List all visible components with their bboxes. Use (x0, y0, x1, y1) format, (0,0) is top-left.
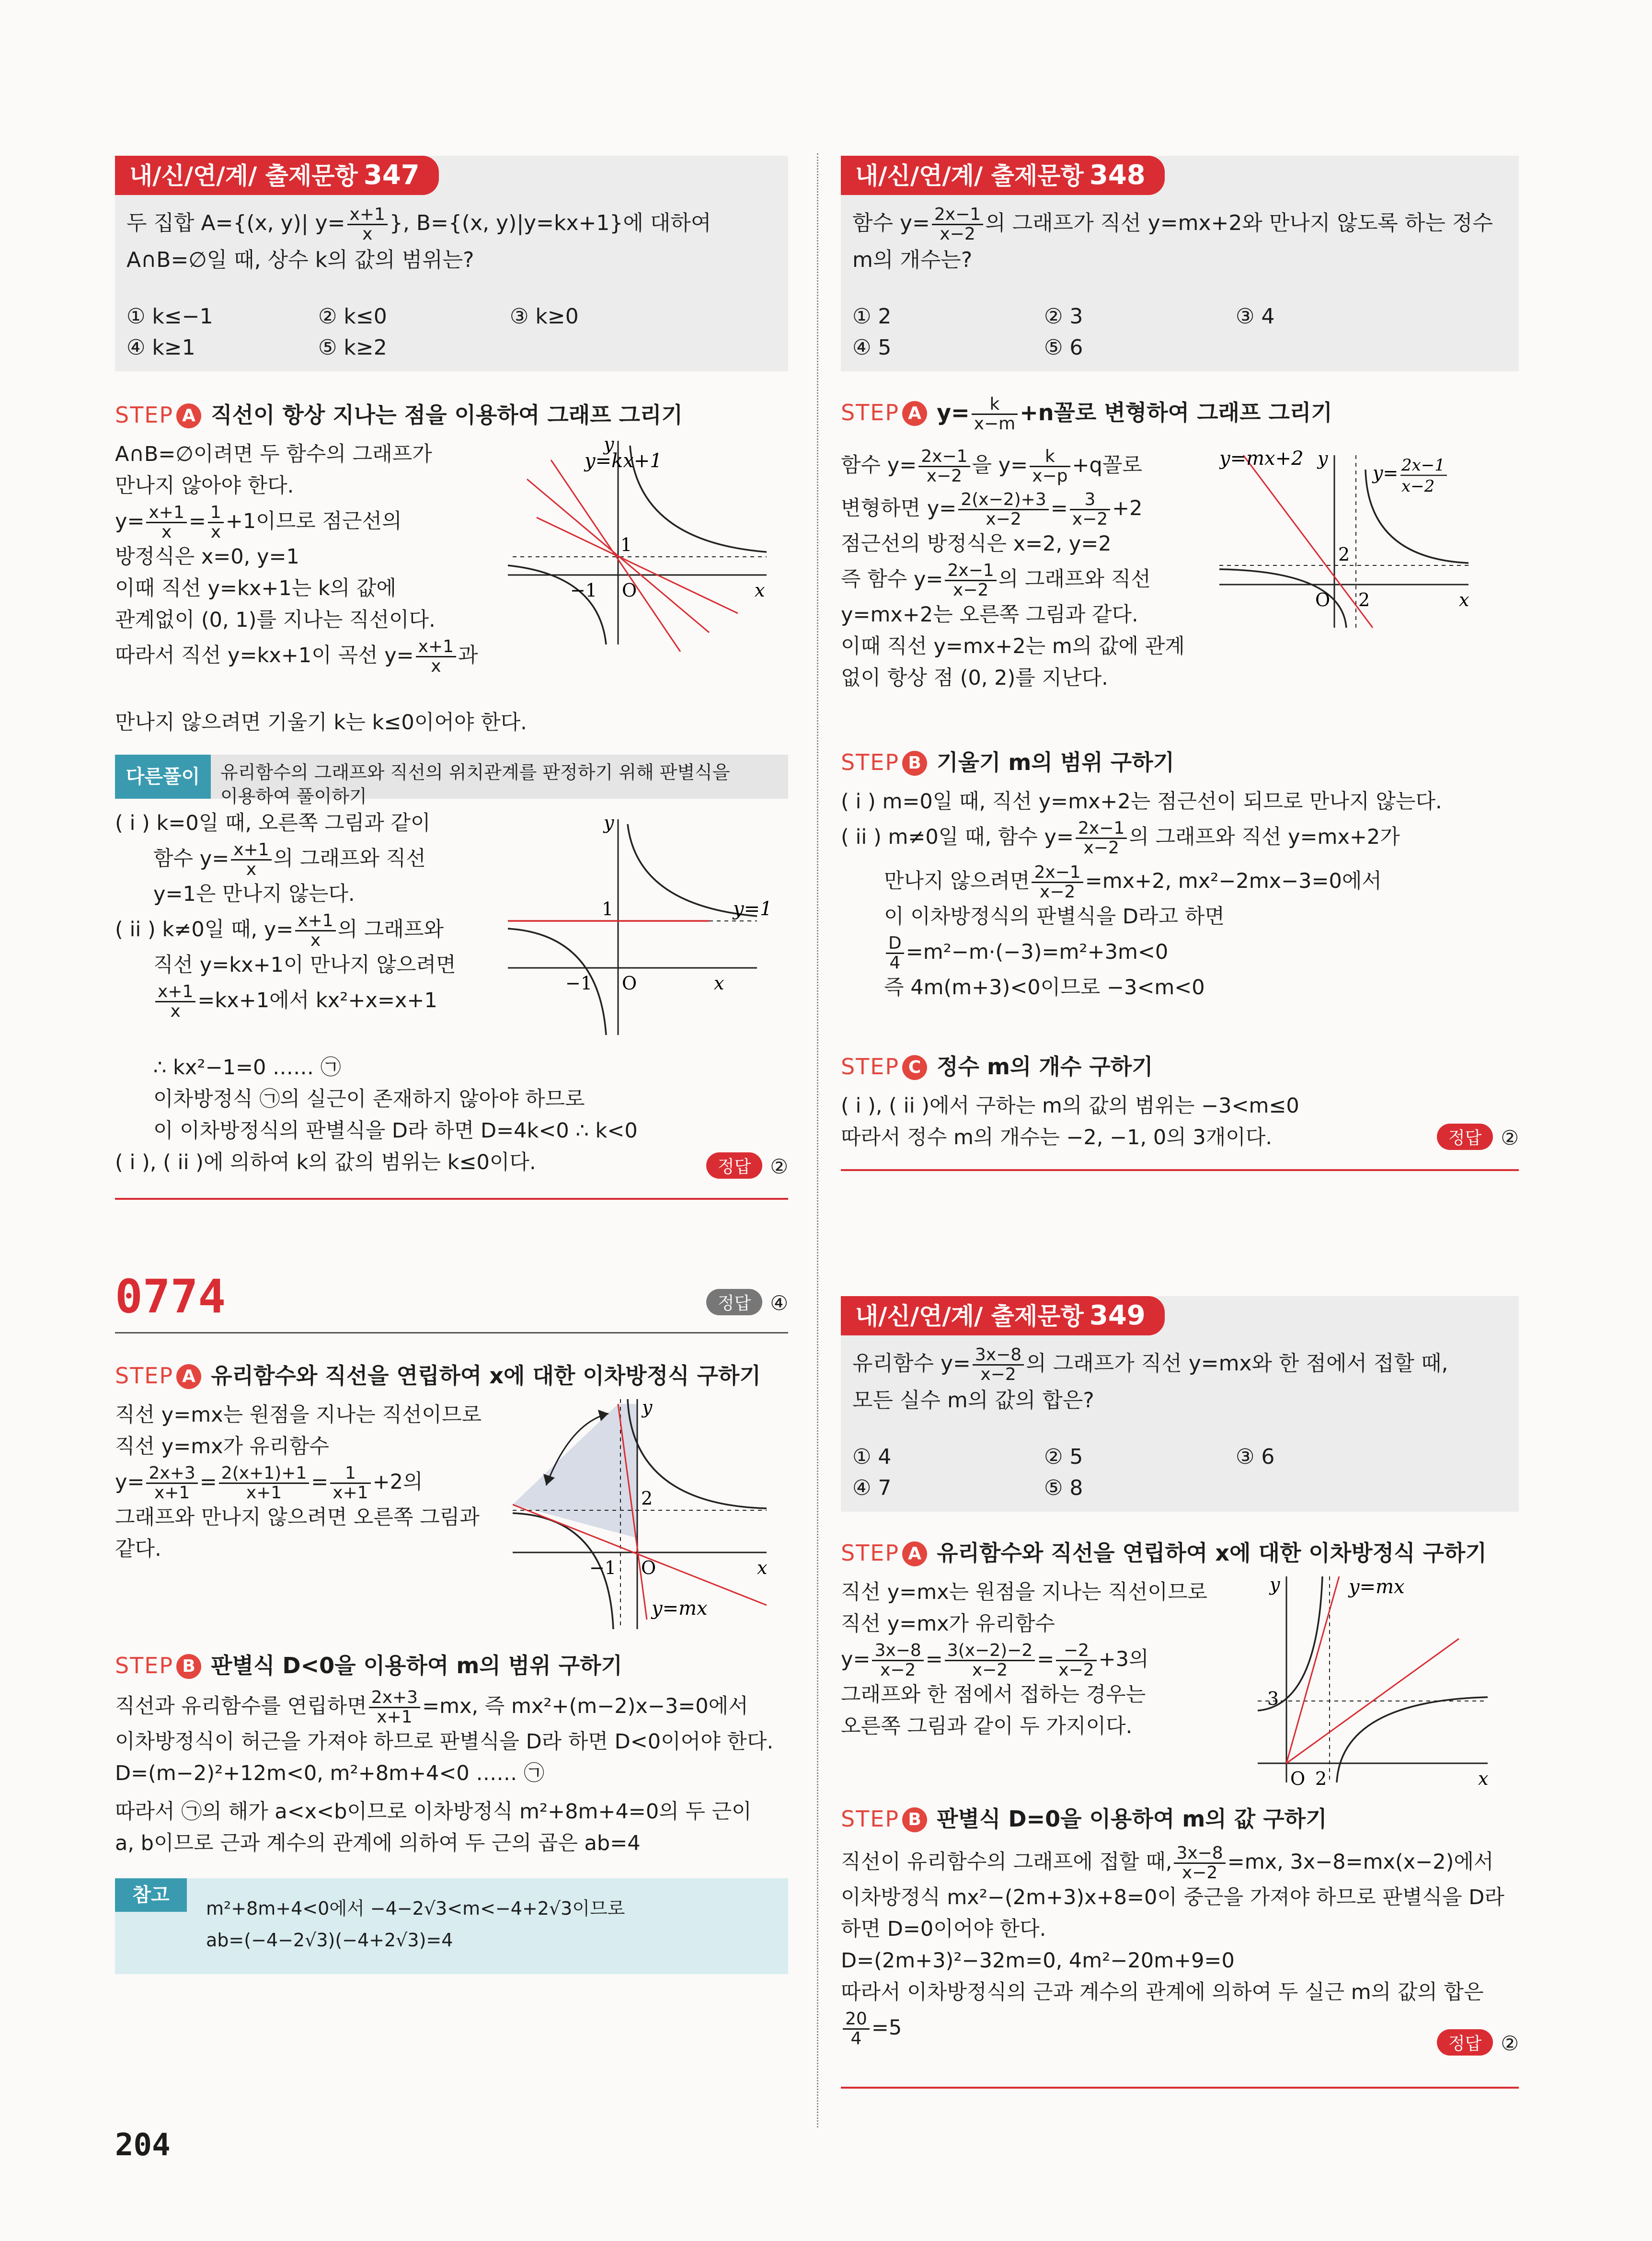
n: 2(x−2)+3 (958, 491, 1048, 510)
line: 점근선의 방정식은 x=2, y=2 (841, 532, 1112, 556)
option-4[interactable]: ④ 7 (852, 1476, 892, 1500)
tick-x-two: 2 (1358, 589, 1370, 610)
tick-two: 2 (1315, 1768, 1327, 1787)
line: ( i ) m=0일 때, 직선 y=mx+2는 점근선이 되므로 만나지 않는다. (841, 790, 1442, 814)
t: =mx+2, mx²−2mx−3=0에서 (1085, 869, 1382, 893)
line-mx2 (1243, 455, 1373, 628)
fraction (958, 491, 1048, 529)
origin-label: O (1315, 589, 1331, 610)
problem-349-question (852, 1344, 1509, 1415)
line: 이때 직선 y=kx+1는 k의 값에 (115, 576, 397, 600)
n: 1 (330, 1464, 370, 1484)
tag-text: 내/신/연/계/ 출제문항 (855, 162, 1084, 190)
q-text: m의 개수는? (852, 248, 973, 272)
t: = (188, 509, 206, 533)
q-text: A∩B=∅일 때, 상수 k의 값의 범위는? (126, 248, 474, 272)
step-b-348: STEP B 기울기 m의 범위 구하기 (841, 749, 1175, 775)
n: 2x+3 (146, 1464, 197, 1484)
fraction (146, 1464, 197, 1502)
fraction (219, 1464, 309, 1502)
line: 이때 직선 y=mx+2는 m의 값에 관계 (841, 634, 1185, 658)
y-label: y (604, 434, 614, 455)
d: x (310, 931, 321, 950)
curve-label-num: 2x−1 (1401, 456, 1445, 475)
line: 직선 y=mx는 원점을 지나는 직선이므로 (115, 1403, 482, 1427)
problem-348-question (852, 204, 1509, 275)
line: m²+8m+4<0에서 −4−2√3<m<−4+2√3이므로 (206, 1898, 625, 1919)
graph-348 (1219, 441, 1516, 632)
fraction (347, 206, 388, 243)
t: y= (937, 400, 970, 425)
step-title: 유리함수와 직선을 연립하여 x에 대한 이차방정식 구하기 (211, 1363, 761, 1389)
step-title: 판별식 D<0을 이용하여 m의 범위 구하기 (211, 1653, 622, 1678)
n: 3(x−2)−2 (945, 1642, 1035, 1661)
line: 오른쪽 그림과 같이 두 가지이다. (841, 1714, 1133, 1738)
y-label: y (642, 1397, 653, 1418)
line: 이차방정식 mx²−(2m+3)x+8=0이 중근을 가져야 하므로 판별식을 D라 (841, 1885, 1504, 1909)
t: =m²−m·(−3)=m²+3m<0 (906, 940, 1169, 964)
fraction (886, 934, 904, 972)
t: 의 그래프와 직선 (998, 567, 1151, 591)
x-label: x (714, 973, 724, 994)
d: x−2 (1072, 509, 1108, 529)
fraction (1056, 1642, 1096, 1679)
n: 20 (843, 2010, 870, 2030)
fraction (208, 504, 224, 541)
line-label: y=mx (1349, 1576, 1405, 1598)
y-label: y (604, 812, 614, 833)
t: 의 그래프와 직선 y=mx+2가 (1129, 825, 1400, 849)
t: y= (115, 509, 145, 533)
n: 2x−1 (932, 206, 983, 225)
d: 4 (889, 953, 901, 973)
answer-0774 (706, 1289, 788, 1315)
alt-solution-note (115, 755, 788, 807)
d: x (246, 860, 257, 879)
t: +1이므로 점근선의 (225, 509, 402, 533)
answer-348 (1437, 1124, 1519, 1150)
step-c-348-body (841, 1090, 1519, 1153)
origin-label: O (622, 580, 637, 601)
answer-badge: 정답 (706, 1289, 763, 1315)
answer-349 (1437, 2029, 1519, 2056)
step-c-348: STEP C 정수 m의 개수 구하기 (841, 1054, 1153, 1080)
option-5[interactable]: ⑤ 8 (1044, 1476, 1083, 1500)
tick-minus-one: −1 (589, 1557, 617, 1578)
fraction (973, 1346, 1024, 1384)
answer-value: ④ (770, 1291, 788, 1315)
d: x−2 (1182, 1863, 1218, 1883)
t: 즉 함수 y= (841, 567, 943, 591)
t: 따라서 직선 y=kx+1이 곡선 y= (115, 644, 414, 667)
fraction (945, 1642, 1035, 1679)
d: x−2 (940, 224, 975, 244)
step-a-348-body: 함수 y= $\frac{2x-1}{x-2}$ 을 y= $\frac{k}{x-p}$ +q꼴로 변형하면 y= $\frac{2(x-2)+3}{x-2}$ = $\frac{3}{x-2}$ +2 점근선의 방정식은 x=2, y=2 즉 함수 y= $\frac{2x-1}{x-2}$ 의 그래프와 직선 y=mx+2는 오른쪽 그림과 같다. 이때 직선 y=mx+2는 m의 값에 관계 없이 항상 점 (0, 2)를 지난다. (841, 446, 1224, 694)
q-text: }, B={(x, y)|y=kx+1}에 대하여 (389, 211, 711, 235)
tick-minus-one: −1 (570, 580, 597, 601)
fraction (972, 395, 1018, 433)
answer-value: ② (770, 1155, 788, 1178)
problem-347-tag (115, 156, 439, 195)
line: 직선 y=mx가 유리함수 (115, 1435, 329, 1459)
answer-badge: 정답 (706, 1152, 763, 1179)
fraction (945, 562, 996, 599)
n: D (886, 934, 904, 954)
fraction (1174, 1844, 1225, 1882)
reference-text (206, 1893, 625, 1956)
header-rule (115, 1332, 788, 1333)
alt-solution-body (115, 807, 546, 1020)
q-text: 두 집합 A={(x, y)| y= (126, 211, 345, 235)
tick-minus-one: −1 (565, 973, 593, 994)
d: x−m (974, 414, 1016, 434)
problem-349-box (841, 1296, 1519, 1512)
line: 만나지 않아야 한다. (115, 474, 294, 498)
line: 그래프와 만나지 않으려면 오른쪽 그림과 (115, 1505, 480, 1529)
tick-two: 2 (641, 1488, 653, 1509)
line: ( i ), ( ii )에서 구하는 m의 값의 범위는 −3<m≤0 (841, 1094, 1299, 1118)
step-a-347-conclusion (115, 707, 527, 738)
line: 같다. (115, 1537, 161, 1561)
d: x+1 (377, 1707, 413, 1727)
frac-den: x (362, 224, 373, 244)
fraction (1070, 491, 1110, 529)
line: 직선 y=mx는 원점을 지나는 직선이므로 (841, 1580, 1208, 1604)
line: 직선 y=mx가 유리함수 (841, 1612, 1055, 1636)
t: +2 (1112, 496, 1143, 520)
problem-348-box (841, 156, 1519, 371)
t: 과 (458, 644, 478, 667)
answer-347 (706, 1152, 788, 1179)
n: x+1 (155, 983, 195, 1002)
shaded-region (513, 1404, 637, 1538)
t: =kx+1에서 kx²+x=x+1 (197, 988, 437, 1012)
option-2[interactable]: ② k≤0 (318, 304, 387, 329)
step-b-348-body (841, 786, 1519, 1003)
line: 따라서 ㉠의 해가 a<x<b이므로 이차방정식 m²+8m+4=0의 두 근이 (115, 1800, 752, 1824)
step-b-349-body (841, 1842, 1519, 2047)
t: 함수 y= (153, 847, 229, 871)
n: k (1030, 448, 1070, 467)
n: x+1 (416, 638, 456, 657)
origin-label: O (622, 973, 637, 994)
line: 유리함수의 그래프와 직선의 위치관계를 판정하기 위해 판별식을 (220, 762, 730, 783)
problem-number-0774: 0774 (115, 1270, 226, 1323)
section-rule (115, 1198, 788, 1200)
option-5[interactable]: ⑤ 6 (1044, 335, 1083, 360)
fraction (231, 841, 271, 879)
line: 없이 항상 점 (0, 2)를 지난다. (841, 666, 1108, 690)
t: =mx, 3x−8=mx(x−2)에서 (1227, 1850, 1494, 1874)
t: 변형하면 y= (841, 496, 957, 520)
alt-solution-text (220, 760, 730, 808)
n: k (972, 395, 1018, 415)
problem-349-tag (841, 1296, 1165, 1335)
option-2[interactable]: ② 3 (1044, 304, 1083, 329)
line-label: y=mx (652, 1597, 708, 1620)
n: 2x−1 (945, 562, 996, 581)
line: ( i ), ( ii )에 의하여 k의 값의 범위는 k≤0이다. (115, 1150, 536, 1174)
d: x (431, 656, 441, 676)
tick-one: 1 (620, 534, 632, 555)
line: A∩B=∅이려면 두 함수의 그래프가 (115, 442, 432, 466)
t: 의 그래프가 직선 y=mx와 한 점에서 접할 때, (1026, 1351, 1448, 1376)
d: x (210, 522, 221, 542)
step-b-0774-body (115, 1687, 788, 1859)
alt-solution-tag: 다른풀이 (115, 755, 211, 799)
d: x−2 (972, 1660, 1008, 1680)
t: =mx, 즉 mx²+(m−2)x−3=0에서 (422, 1694, 748, 1718)
n: 2x−1 (1032, 863, 1083, 883)
n: x+1 (231, 841, 271, 861)
d: x (161, 522, 172, 542)
n: 2x−1 (1076, 819, 1127, 839)
line: D=(m−2)²+12m<0, m²+8m+4<0 …… ㉠ (115, 1761, 545, 1785)
answer-badge: 정답 (1437, 1124, 1493, 1150)
line: y=1은 만나지 않는다. (153, 882, 355, 906)
line: 이용하여 풀이하기 (220, 786, 367, 807)
problem-number: 349 (1089, 1300, 1146, 1331)
d: x−2 (980, 1364, 1016, 1384)
graph-347-a (508, 431, 776, 652)
step-title: 직선이 항상 지나는 점을 이용하여 그래프 그리기 (211, 402, 683, 428)
line: 관계없이 (0, 1)를 지나는 직선이다. (115, 608, 436, 632)
option-5[interactable]: ⑤ k≥2 (318, 335, 387, 360)
n: 2(x+1)+1 (219, 1464, 309, 1484)
line-label: y=mx+2 (1219, 448, 1304, 470)
section-rule (841, 1169, 1519, 1171)
step-title: 정수 m의 개수 구하기 (937, 1054, 1153, 1080)
d: x−2 (986, 509, 1021, 529)
step-a-0774-body: 직선 y=mx는 원점을 지나는 직선이므로 직선 y=mx가 유리함수 y= $\frac{2x+3}{x+1}$ = $\frac{2(x+1)+1}{x+1}$ = $\frac{1}{x+1}$ +2의 그래프와 만나지 않으려면 오른쪽 그림과 같다. (115, 1399, 508, 1565)
fraction (1076, 819, 1127, 857)
graph-0774 (513, 1394, 781, 1634)
t: +2의 (372, 1470, 423, 1494)
step-b-0774: STEP B 판별식 D<0을 이용하여 m의 범위 구하기 (115, 1653, 622, 1678)
problem-number: 348 (1089, 160, 1146, 191)
option-1[interactable]: ① 2 (852, 304, 892, 329)
t: +3의 (1098, 1647, 1149, 1671)
line: 방정식은 x=0, y=1 (115, 545, 299, 569)
d: x−2 (1039, 882, 1076, 902)
x-label: x (1459, 589, 1469, 610)
n: 3x−8 (1174, 1844, 1225, 1864)
t: 의 그래프와 직선 (273, 847, 426, 871)
line: ab=(−4−2√3)(−4+2√3)=4 (206, 1930, 453, 1951)
d: x (170, 1001, 181, 1021)
line: 즉 4m(m+3)<0이므로 −3<m<0 (884, 976, 1205, 1000)
tick-three: 3 (1267, 1688, 1279, 1709)
line: 그래프와 한 점에서 접하는 경우는 (841, 1683, 1146, 1707)
t: 을 y= (972, 453, 1028, 477)
t: 직선과 유리함수를 연립하면 (115, 1694, 367, 1718)
n: x+1 (295, 912, 335, 931)
fraction (918, 448, 970, 485)
option-1[interactable]: ① 4 (852, 1445, 892, 1469)
answer-value: ② (1501, 2032, 1519, 2055)
tag-text: 내/신/연/계/ 출제문항 (855, 1302, 1084, 1330)
line: 따라서 정수 m의 개수는 −2, −1, 0의 3개이다. (841, 1126, 1273, 1149)
step-a-349: STEP A 유리함수와 직선을 연립하여 x에 대한 이차방정식 구하기 (841, 1540, 1487, 1566)
n: 3 (1070, 491, 1110, 510)
line: 하면 D=0이어야 한다. (841, 1917, 1046, 1941)
line-k3 (537, 517, 738, 613)
option-1[interactable]: ① k≤−1 (126, 304, 213, 329)
t: ( ii ) k≠0일 때, y= (115, 918, 294, 942)
line-label: y=1 (733, 898, 772, 920)
line: 직선 y=kx+1이 만나지 않으려면 (153, 953, 456, 977)
t: 만나지 않으려면 (884, 869, 1030, 893)
problem-348-tag (841, 156, 1165, 195)
reference-note (115, 1878, 788, 1974)
tick-two: 2 (1338, 544, 1350, 565)
line: 따라서 이차방정식의 근과 계수의 관계에 의하여 두 실근 m의 값의 합은 (841, 1980, 1484, 2004)
d: x−p (1032, 466, 1068, 486)
fraction (932, 206, 983, 243)
frac-num: x+1 (347, 206, 388, 225)
option-3[interactable]: ③ 4 (1236, 304, 1275, 329)
graph-349 (1258, 1572, 1507, 1787)
fraction (843, 2010, 870, 2048)
problem-347-question (126, 204, 779, 275)
line-label: y=kx+1 (585, 450, 662, 472)
step-a-0774: STEP A 유리함수와 직선을 연립하여 x에 대한 이차방정식 구하기 (115, 1363, 761, 1389)
d: x+1 (333, 1483, 368, 1503)
fraction (369, 1689, 420, 1726)
d: x+1 (246, 1483, 282, 1503)
x-label: x (755, 580, 765, 601)
step-a-347-body (115, 438, 508, 675)
curve-label-pre: y= (1373, 462, 1399, 483)
line: 만나지 않으려면 기울기 k는 k≤0이어야 한다. (115, 711, 527, 735)
alt-solution-body-2 (115, 1052, 786, 1178)
reference-tag: 참고 (115, 1878, 187, 1912)
line: 이차방정식 ㉠의 실근이 존재하지 않아야 하므로 (153, 1087, 585, 1111)
step-title: 판별식 D=0을 이용하여 m의 값 구하기 (937, 1806, 1327, 1832)
step-a-348: STEP A y= $\frac{k}{x-m}$ +n꼴로 변형하여 그래프 그리기 (841, 394, 1332, 434)
n: x+1 (146, 504, 186, 523)
fraction (1030, 448, 1070, 485)
hyperbola-left (508, 565, 606, 644)
q-text: 모든 실수 m의 값의 합은? (852, 1388, 1094, 1413)
tangent-line-steep (1286, 1576, 1339, 1763)
column-divider (817, 153, 818, 2127)
n: −2 (1056, 1642, 1096, 1661)
option-3[interactable]: ③ 6 (1236, 1445, 1275, 1469)
x-label: x (757, 1557, 768, 1578)
answer-badge: 정답 (1437, 2029, 1493, 2056)
graph-347-b (508, 810, 786, 1040)
tick-one: 1 (602, 898, 614, 919)
t: =5 (871, 2016, 902, 2040)
tag-text: 내/신/연/계/ 출제문항 (129, 162, 358, 190)
option-4[interactable]: ④ 5 (852, 335, 892, 360)
line: y=mx+2는 오른쪽 그림과 같다. (841, 603, 1138, 627)
line: ( i ) k=0일 때, 오른쪽 그림과 같이 (115, 811, 431, 835)
fraction (146, 504, 186, 541)
origin-label: O (641, 1557, 656, 1578)
t: y= (115, 1470, 145, 1494)
problem-number: 347 (363, 160, 420, 191)
option-3[interactable]: ③ k≥0 (510, 304, 579, 329)
line: D=(2m+3)²−32m=0, 4m²−20m+9=0 (841, 1949, 1235, 1973)
d: x+1 (154, 1483, 190, 1503)
n: 2x+3 (369, 1689, 420, 1708)
line: a, b이므로 근과 계수의 관계에 의하여 두 근의 곱은 ab=4 (115, 1831, 641, 1855)
fraction (155, 983, 195, 1021)
x-label: x (1478, 1768, 1489, 1787)
d: x−2 (880, 1660, 916, 1680)
t: 함수 y= (841, 453, 917, 477)
fraction (330, 1464, 370, 1502)
y-label: y (1270, 1574, 1280, 1595)
fraction (1032, 863, 1083, 901)
step-a-349-body: 직선 y=mx는 원점을 지나는 직선이므로 직선 y=mx가 유리함수 y= $\frac{3x-8}{x-2}$ = $\frac{3(x-2)-2}{x-2}$ = $\frac{-2}{x-2}$ +3의 그래프와 한 점에서 접하는 경우는 오른쪽 그림과 같이 두 가지이다. (841, 1576, 1234, 1742)
curve-label (1372, 456, 1447, 496)
t: 의 그래프와 (337, 918, 444, 942)
line: 이 이차방정식의 판별식을 D라고 하면 (884, 905, 1225, 929)
t: ( ii ) m≠0일 때, 함수 y= (841, 825, 1074, 849)
fraction (295, 912, 335, 950)
line-mx-shallow (513, 1505, 767, 1605)
n: 3x−8 (872, 1642, 923, 1661)
step-b-349: STEP B 판별식 D=0을 이용하여 m의 값 구하기 (841, 1806, 1327, 1832)
t: 유리함수 y= (852, 1351, 971, 1376)
curve-label-den: x−2 (1401, 477, 1435, 496)
t: 직선이 유리함수의 그래프에 접할 때, (841, 1850, 1172, 1874)
origin-label: O (1290, 1768, 1306, 1787)
section-rule (841, 2087, 1519, 2089)
step-title: 유리함수와 직선을 연립하여 x에 대한 이차방정식 구하기 (937, 1540, 1487, 1566)
d: x−2 (1083, 838, 1119, 858)
line: 이 이차방정식의 판별식을 D라 하면 D=4k<0 ∴ k<0 (153, 1119, 638, 1143)
answer-value: ② (1501, 1126, 1519, 1149)
fraction (872, 1642, 923, 1679)
page-number: 204 (115, 2127, 171, 2163)
line: 이차방정식이 허근을 가져야 하므로 판별식을 D라 하면 D<0이어야 한다. (115, 1730, 774, 1754)
d: x−2 (952, 580, 989, 600)
t: +q꼴로 (1072, 453, 1142, 477)
t: 의 그래프가 직선 y=mx+2와 만나지 않도록 하는 정수 (985, 211, 1493, 235)
t: 함수 y= (852, 211, 930, 235)
y-label: y (1318, 448, 1328, 469)
problem-347-box (115, 156, 788, 371)
step-a-347: STEP A 직선이 항상 지나는 점을 이용하여 그래프 그리기 (115, 402, 683, 428)
option-4[interactable]: ④ k≥1 (126, 335, 195, 360)
d: 4 (850, 2029, 862, 2048)
d: x−2 (1058, 1660, 1094, 1680)
option-2[interactable]: ② 5 (1044, 1445, 1083, 1469)
t: +n꼴로 변형하여 그래프 그리기 (1020, 400, 1332, 425)
fraction (416, 638, 456, 676)
n: 3x−8 (973, 1346, 1024, 1366)
step-title: 기울기 m의 범위 구하기 (937, 749, 1175, 775)
n: 1 (208, 504, 224, 523)
n: 2x−1 (918, 448, 970, 467)
t: y= (841, 1647, 871, 1671)
line: ∴ kx²−1=0 …… ㉠ (153, 1056, 341, 1080)
d: x−2 (926, 466, 963, 486)
